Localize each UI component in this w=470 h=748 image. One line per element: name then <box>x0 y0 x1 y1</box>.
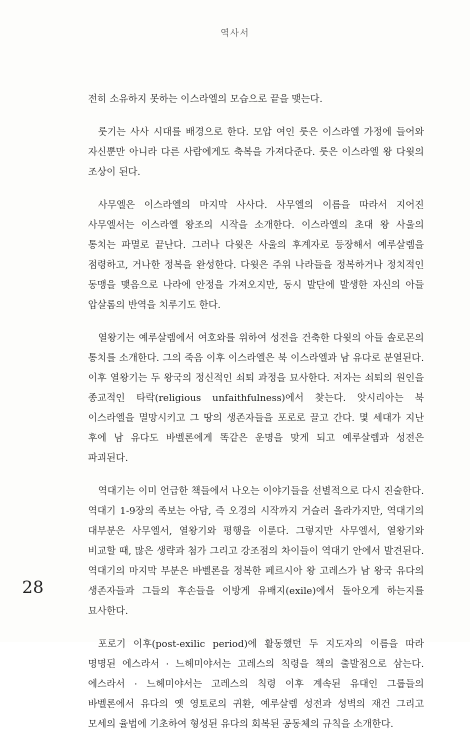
paragraph-chronicles: 역대기는 이미 언급한 책들에서 나오는 이야기들을 선별적으로 다시 진술한다. 역대기 1-9장의 족보는 아담, 즉 오경의 시작까지 거슬러 올라가지만, 역대기의 대부분은 사무엘서, 열왕기와 평행을 이룬다. 그렇지만 사무엘서, 열왕기와 비교할 때, 많은 생략과 첨가 그리고 강조점의 차이들이 역대기 안에서 발견된다. 역대기의 마지막 부분은 바벨론을 정복한 페르시아 왕 고레스가 남 왕국 유다의 생존자들과 그들의 후손들을 이방게 유배지(exile)에서 돌아오게 하는지를 묘사한다. <box>88 486 424 617</box>
page-number: 28 <box>22 578 44 598</box>
body-text <box>88 90 424 748</box>
running-head: 역사서 <box>220 29 250 39</box>
paragraph-samuel: 사무엘은 이스라엘의 마지막 사사다. 사무엘의 이름을 따라서 지어진 사무엘서는 이스라엘 왕조의 시작을 소개한다. 이스라엘의 초대 왕 사울의 통치는 파멸로 끝난다. 그러나 다윗은 사울의 후계자로 등장해서 예루살렘을 점령하고, 거나한 정복을 완성한다. 다윗은 주위 나라들을 정복하거나 정치적인 동맹을 맺음으로 나라에 안정을 가져오지만, 동시 발단에 발생한 자신의 아들 압살롬의 반역을 치루기도 한다. <box>88 200 424 311</box>
paragraph-ruth: 룻기는 사사 시대를 배경으로 한다. 모압 여인 룻은 이스라엘 가정에 들어와 자신뿐만 아니라 다른 사람에게도 축복을 가져다준다. 룻은 이스라엘 왕 다윗의 조상이 된다. <box>88 127 424 178</box>
paragraph-1: 전히 소유하지 못하는 이스라엘의 모습으로 끝을 맺는다. <box>88 94 323 105</box>
paragraph-ezra-nehemiah: 포로기 이후(post-exilic period)에 활동했던 두 지도자의 이름을 따라 명명된 에스라서 · 느헤미야서는 고레스의 칙령을 책의 출발점으로 삼는다. 에스라서 · 느헤미야서는 고레스의 칙령 이후 계속된 유대인 그룹들의 바벨론에서 유다의 옛 영토로의 귀환, 예루살렘 성전과 성벽의 재건 그리고 모세의 율법에 기초하여 형성된 유다의 회복된 공동체의 규칙을 소개한다. <box>88 639 424 730</box>
paragraph-kings: 열왕기는 예루살렘에서 여호와를 위하여 성전을 건축한 다윗의 아들 솔로몬의 통치를 소개한다. 그의 죽음 이후 이스라엘은 북 이스라엘과 남 유다로 분열된다. 이후 열왕기는 두 왕국의 정신적인 쇠퇴 과정을 묘사한다. 저자는 쇠퇴의 원인을 종교적인 타락(religious unfaithfulness)에서 찾는다. 앗시리아는 북 이스라엘을 멸망시키고 그 땅의 생존자들을 포로로 끌고 간다. 몇 세대가 지난 후에 남 유다도 바벨론에게 똑같은 운명을 맞게 되고 예루살렘과 성전은 파괴된다. <box>88 333 424 464</box>
